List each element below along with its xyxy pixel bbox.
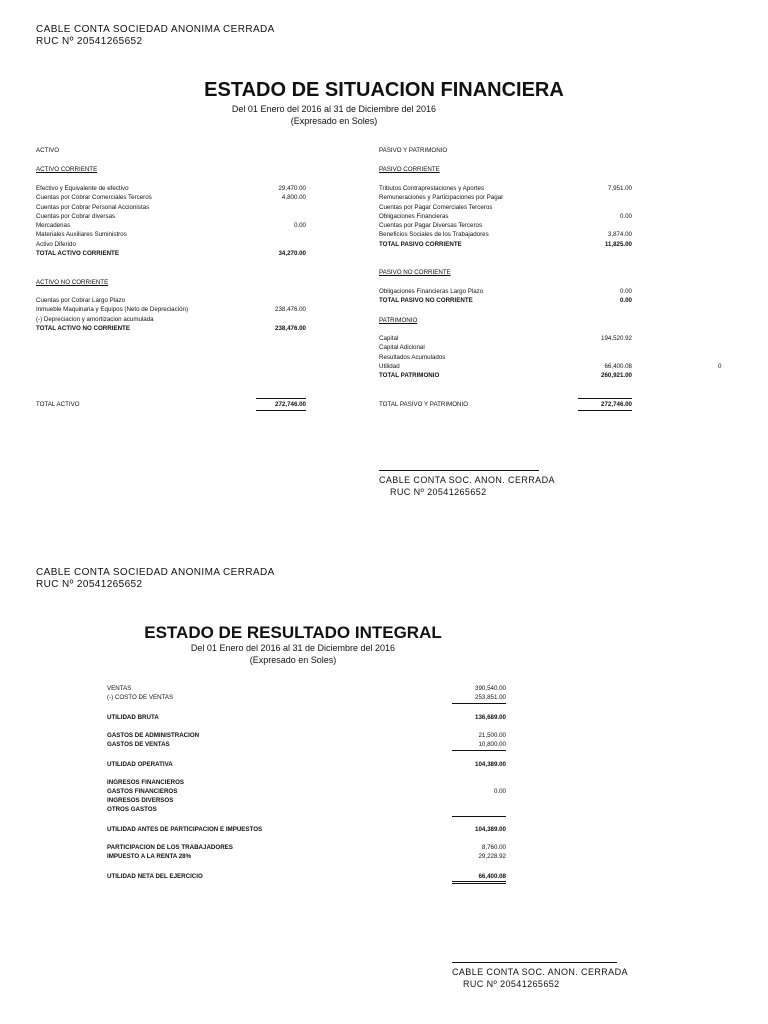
gastos-ventas-value: 10,800.00 — [478, 741, 506, 748]
impuesto-label: IMPUESTO A LA RENTA 28% — [107, 853, 192, 860]
rule — [452, 750, 506, 751]
utilidad-operativa-value: 104,389.00 — [475, 761, 506, 768]
company-name-2: CABLE CONTA SOCIEDAD ANONIMA CERRADA — [36, 567, 275, 578]
signature-line-2 — [452, 962, 617, 963]
rule — [452, 703, 506, 704]
list-item: (-) Depreciacion y amortizacion acumulada — [36, 315, 154, 323]
pasivo-no-corriente-header: PASIVO NO CORRIENTE — [379, 269, 451, 276]
ventas-label: VENTAS — [107, 685, 132, 692]
list-item: Cuentas por Cobrar Largo Plazo — [36, 297, 126, 304]
rule — [452, 883, 506, 884]
list-item: Activo Diferido — [36, 240, 76, 248]
gastos-admin-label: GASTOS DE ADMINISTRACION — [107, 732, 200, 739]
utilidad-antes-value: 104,389.00 — [475, 826, 506, 833]
side-value: 0 — [718, 363, 722, 370]
signature-line — [379, 470, 539, 471]
list-item: Capital Adicional — [379, 344, 425, 352]
list-item: Obligaciones Financieras 0.00 — [379, 212, 632, 220]
list-item: Cuentas por Cobrar Comerciales Terceros 4,800.00 — [36, 194, 306, 202]
gastos-ventas-label: GASTOS DE VENTAS — [107, 741, 170, 748]
activo-corriente-list — [36, 184, 306, 258]
utilidad-antes-label: UTILIDAD ANTES DE PARTICIPACION E IMPUESTOS — [107, 826, 263, 833]
signature-name: CABLE CONTA SOC. ANON. CERRADA — [379, 475, 555, 485]
list-item: Obligaciones Financieras Largo Plazo 0.00 — [379, 288, 632, 295]
gastos-financieros-value: 0.00 — [493, 788, 506, 795]
costo-ventas-value: 253,851.00 — [475, 694, 506, 701]
company-ruc: RUC Nº 20541265652 — [36, 36, 143, 47]
utilidad-neta-value: 66,400.08 — [478, 873, 506, 880]
otros-gastos-label: OTROS GASTOS — [107, 806, 157, 813]
total-pasivo-rule-top — [578, 398, 632, 399]
participacion-label: PARTICIPACION DE LOS TRABAJADORES — [107, 844, 233, 851]
list-item: Cuentas por Pagar Comerciales Terceros — [379, 203, 493, 211]
gastos-financieros-label: GASTOS FINANCIEROS — [107, 788, 178, 795]
activo-corriente-header: ACTIVO CORRIENTE — [36, 166, 98, 173]
pasivo-patrimonio-header: PASIVO Y PATRIMONIO — [379, 147, 448, 154]
list-item: Capital 194,520.92 — [379, 335, 632, 342]
patrimonio-header: PATRIMONIO — [379, 317, 418, 324]
results-currency: (Expresado en Soles) — [249, 655, 337, 665]
rule — [452, 816, 506, 817]
utilidad-operativa-label: UTILIDAD OPERATIVA — [107, 761, 173, 768]
company-name: CABLE CONTA SOCIEDAD ANONIMA CERRADA — [36, 24, 275, 35]
list-item: Beneficios Sociales de los Trabajadores 3,874.00 — [379, 231, 632, 239]
list-item: Materiales Auxiliares Suministros — [36, 231, 127, 239]
list-item: Cuentas por Pagar Diversas Terceros — [379, 222, 483, 230]
balance-title: ESTADO DE SITUACION FINANCIERA — [204, 79, 564, 101]
signature-name-2: CABLE CONTA SOC. ANON. CERRADA — [452, 967, 628, 977]
pasivo-no-corriente-list — [379, 287, 632, 306]
total-pasivo-corriente: TOTAL PASIVO CORRIENTE 11,825.00 — [379, 240, 632, 248]
results-period: Del 01 Enero del 2016 al 31 de Diciembre del 2016 — [190, 643, 396, 653]
ingresos-diversos-label: INGRESOS DIVERSOS — [107, 797, 174, 804]
pasivo-corriente-header: PASIVO CORRIENTE — [379, 166, 440, 173]
total-pasivo-patrimonio-label: TOTAL PASIVO Y PATRIMONIO — [379, 401, 469, 408]
impuesto-value: 29,228.92 — [478, 853, 506, 860]
utilidad-bruta-value: 136,689.00 — [475, 714, 506, 721]
balance-period: Del 01 Enero del 2016 al 31 de Diciembre del 2016 — [231, 104, 437, 114]
gastos-admin-value: 21,500.00 — [478, 732, 506, 739]
total-activo-value: 272,746.00 — [275, 401, 306, 408]
ingresos-financieros-label: INGRESOS FINANCIEROS — [107, 779, 185, 786]
total-activo-no-corriente: TOTAL ACTIVO NO CORRIENTE 238,476.00 — [36, 324, 306, 332]
total-activo-rule-bottom — [256, 410, 306, 411]
total-pasivo-patrimonio-value: 272,746.00 — [601, 401, 632, 408]
results-title: ESTADO DE RESULTADO INTEGRAL — [144, 623, 442, 642]
list-item: Inmueble Maquinaria y Equipos (Neto de Depreciación) 238,476.00 — [36, 306, 306, 314]
ventas-value: 390,540.00 — [475, 685, 506, 692]
signature-ruc-2: RUC Nº 20541265652 — [463, 979, 560, 989]
pasivo-corriente-list — [379, 184, 632, 249]
rule — [452, 881, 506, 882]
list-item: Mercaderias 0.00 — [36, 222, 306, 230]
total-pasivo-no-corriente: TOTAL PASIVO NO CORRIENTE 0.00 — [379, 297, 632, 305]
activo-no-corriente-list — [36, 296, 306, 333]
list-item: Remuneraciones y Participaciones por Pagar — [379, 194, 504, 202]
list-item: Cuentas por Cobrar diversas — [36, 212, 116, 220]
total-activo-rule-top — [256, 398, 306, 399]
activo-header: ACTIVO — [36, 147, 60, 154]
total-activo-corriente: TOTAL ACTIVO CORRIENTE 34,270.00 — [36, 250, 306, 258]
total-pasivo-rule-bottom — [578, 410, 632, 411]
list-item: Utilidad 66,400.08 — [379, 362, 632, 370]
participacion-value: 8,760.00 — [481, 844, 506, 851]
utilidad-neta-label: UTILIDAD NETA DEL EJERCICIO — [107, 873, 203, 880]
patrimonio-list — [379, 334, 632, 380]
total-patrimonio: TOTAL PATRIMONIO 260,921.00 — [379, 372, 632, 380]
costo-ventas-label: (-) COSTO DE VENTAS — [107, 694, 174, 701]
list-item: Efectivo y Equivalente de efectivo 29,470.00 — [36, 185, 306, 192]
total-activo-label: TOTAL ACTIVO — [36, 401, 80, 408]
list-item: Resultados Acumulados — [379, 353, 446, 361]
activo-no-corriente-header: ACTIVO NO CORRIENTE — [36, 279, 109, 286]
list-item: Tributos Contraprestaciones y Aportes 7,951.00 — [379, 185, 632, 192]
list-item: Cuentas por Cobrar Personal Accionistas — [36, 203, 150, 211]
signature-ruc: RUC Nº 20541265652 — [390, 487, 487, 497]
balance-currency: (Expresado en Soles) — [290, 116, 378, 126]
utilidad-bruta-label: UTILIDAD BRUTA — [107, 714, 159, 721]
company-ruc-2: RUC Nº 20541265652 — [36, 579, 143, 590]
